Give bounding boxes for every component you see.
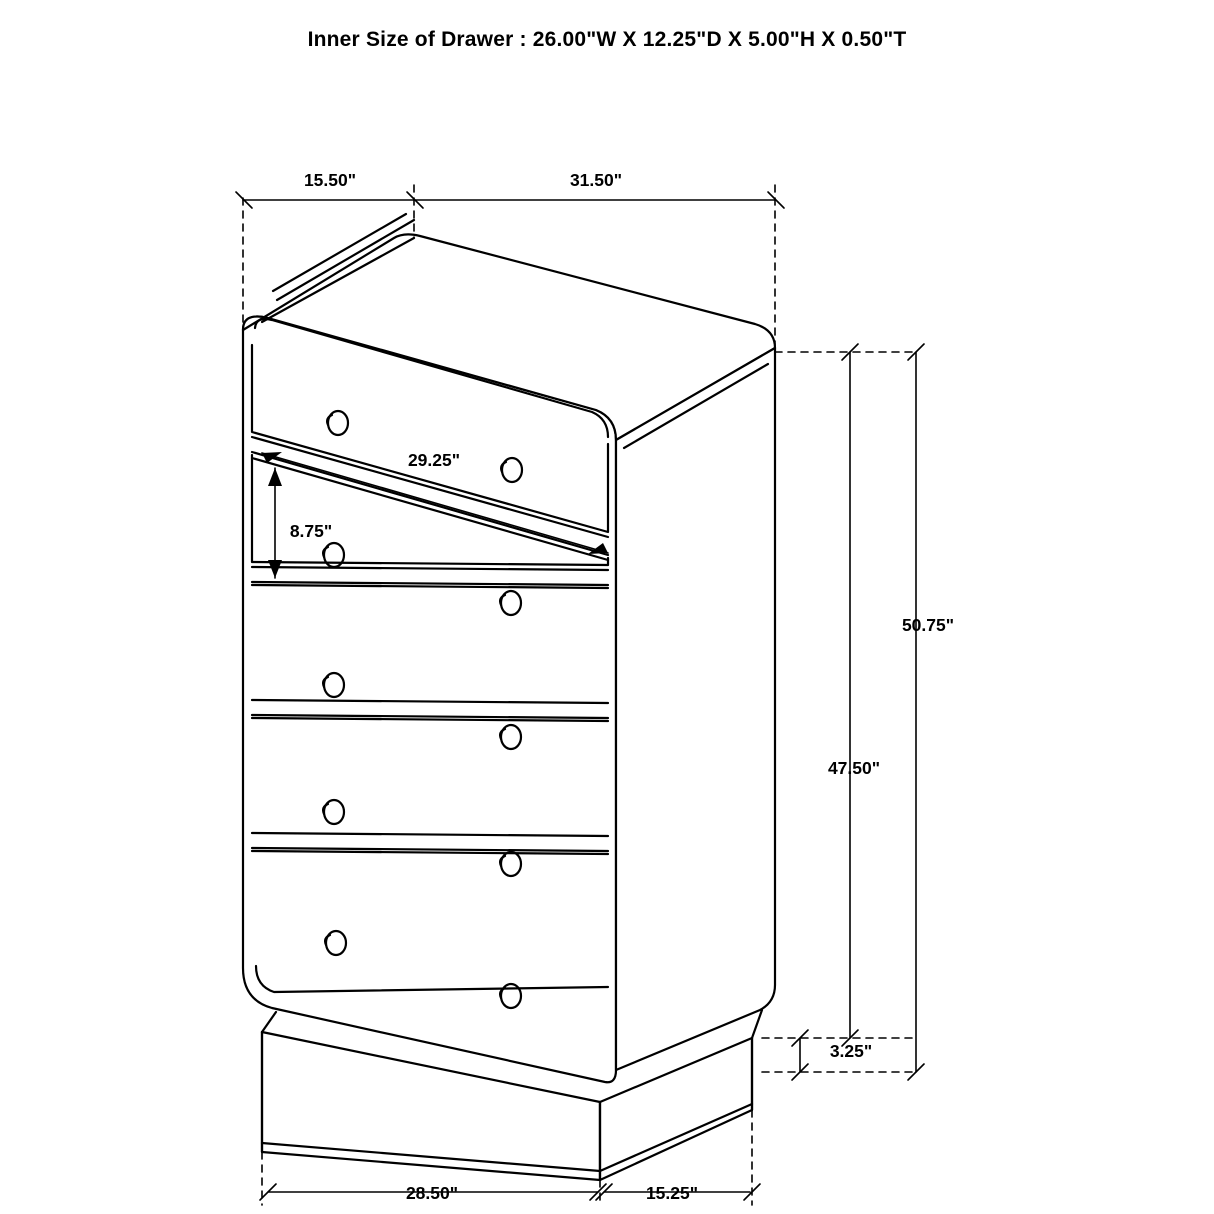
dimension-label-base-width: 28.50" <box>405 1183 459 1203</box>
dimension-label-overall-height: 50.75" <box>901 615 955 635</box>
page-title: Inner Size of Drawer : 26.00"W X 12.25"D X 5.00"H X 0.50"T <box>307 28 907 51</box>
dimension-label-base-height: 3.25" <box>829 1041 873 1061</box>
dimension-label-top-depth: 15.50" <box>303 170 357 190</box>
cabinet-right-side <box>616 348 775 1070</box>
dimension-label-base-depth: 15.25" <box>645 1183 699 1203</box>
dimension-label-top-width: 31.50" <box>569 170 623 190</box>
dimension-label-drawer-front-height: 8.75" <box>289 521 333 541</box>
dimension-label-drawer-front-width: 29.25" <box>407 450 461 470</box>
dimension-label-body-height: 47.50" <box>827 758 881 778</box>
